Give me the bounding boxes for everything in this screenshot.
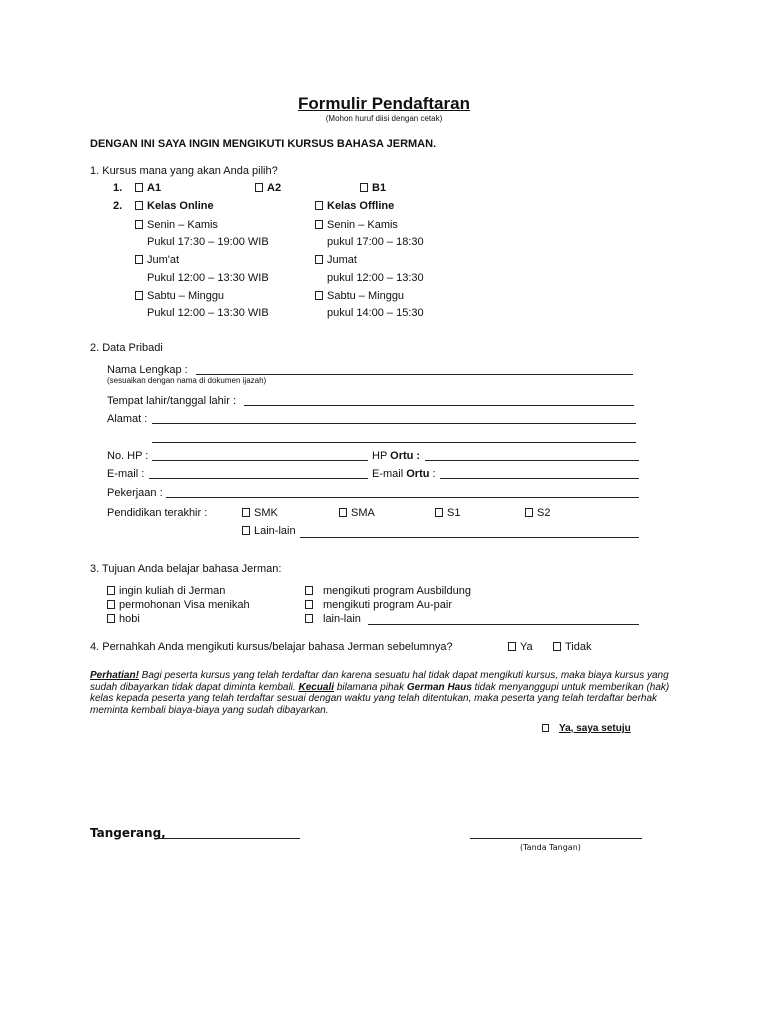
checkbox[interactable]	[360, 183, 368, 192]
notice-paragraph: Perhatian! Bagi peserta kursus yang telah terdaftar dan karena sesuatu hal tidak dapat mengikuti kursus, maka biaya kursus yang sudah dibayarkan tidak dapat diminta kembali. Kecuali bilamana pihak German Haus tidak menyanggupi untuk memberikan (hak) kelas kepada peserta yang telah terdaftar sesuai dengan waktu yang telah ditentukan, maka peserta yang telah terdaftar berhak meminta kembali biaya-biaya yang sudah dibayarkan.	[90, 670, 670, 716]
checkbox[interactable]	[305, 586, 313, 595]
education-other-field[interactable]	[300, 537, 639, 538]
offline-schedule-option[interactable]: Sabtu – Minggu	[315, 290, 404, 302]
education-option-other[interactable]: Lain-lain	[242, 525, 296, 537]
education-option-smk[interactable]: SMK	[242, 507, 278, 519]
form-title: Formulir Pendaftaran	[298, 94, 470, 113]
q4-no-option[interactable]: Tidak	[553, 641, 592, 653]
purpose-option[interactable]: mengikuti program Au-pair	[305, 599, 452, 611]
occupation-field[interactable]	[166, 497, 639, 498]
full-name-hint: (sesuaikan dengan nama di dokumen ijazah)	[107, 376, 267, 385]
notice-lead: Perhatian!	[90, 670, 139, 681]
checkbox[interactable]	[255, 183, 263, 192]
offline-schedule-option[interactable]: Jumat	[315, 254, 357, 266]
signature-field[interactable]	[470, 838, 642, 839]
checkbox[interactable]	[135, 291, 143, 300]
purpose-option[interactable]: mengikuti program Ausbildung	[305, 585, 471, 597]
address-field[interactable]	[152, 423, 636, 424]
education-option-s2[interactable]: S2	[525, 507, 550, 519]
q4-label: 4. Pernahkah Anda mengikuti kursus/belajar bahasa Jerman sebelumnya?	[90, 641, 453, 653]
parent-phone-field[interactable]	[425, 460, 639, 461]
checkbox[interactable]	[508, 642, 516, 651]
checkbox[interactable]	[435, 508, 443, 517]
checkbox[interactable]	[135, 183, 143, 192]
q1-label: 1. Kursus mana yang akan Anda pilih?	[90, 165, 278, 177]
checkbox[interactable]	[553, 642, 561, 651]
checkbox[interactable]	[315, 255, 323, 264]
place-label: Tangerang,	[90, 826, 166, 840]
online-class-option[interactable]: Kelas Online	[135, 200, 214, 212]
online-schedule-option[interactable]: Senin – Kamis	[135, 219, 218, 231]
purpose-other-field[interactable]	[368, 624, 639, 625]
phone-label: No. HP :	[107, 450, 149, 462]
parent-phone-label: HP Ortu :	[372, 450, 421, 462]
checkbox[interactable]	[107, 614, 115, 623]
signature-label: (Tanda Tangan)	[520, 843, 581, 852]
checkbox[interactable]	[542, 724, 549, 732]
checkbox[interactable]	[305, 614, 313, 623]
address-field-line2[interactable]	[152, 442, 636, 443]
checkbox[interactable]	[305, 600, 313, 609]
birth-label: Tempat lahir/tanggal lahir :	[107, 395, 237, 407]
q1-row2-number: 2.	[113, 200, 123, 212]
checkbox[interactable]	[107, 586, 115, 595]
offline-schedule-time: pukul 17:00 – 18:30	[327, 236, 424, 248]
online-schedule-time: Pukul 17:30 – 19:00 WIB	[147, 236, 269, 248]
level-a2-option[interactable]: A2	[255, 182, 281, 194]
education-label: Pendidikan terakhir :	[107, 507, 208, 519]
full-name-label: Nama Lengkap :	[107, 364, 188, 376]
parent-email-label: E-mail Ortu :	[372, 468, 436, 480]
form-subtitle: (Mohon huruf diisi dengan cetak)	[325, 114, 443, 123]
parent-email-field[interactable]	[440, 478, 639, 479]
checkbox[interactable]	[107, 600, 115, 609]
email-field[interactable]	[149, 478, 368, 479]
education-option-sma[interactable]: SMA	[339, 507, 375, 519]
online-schedule-option[interactable]: Jum'at	[135, 254, 179, 266]
full-name-field[interactable]	[196, 374, 633, 375]
online-schedule-time: Pukul 12:00 – 13:30 WIB	[147, 307, 269, 319]
education-option-s1[interactable]: S1	[435, 507, 460, 519]
purpose-option[interactable]: permohonan Visa menikah	[107, 599, 250, 611]
checkbox[interactable]	[315, 291, 323, 300]
occupation-label: Pekerjaan :	[107, 487, 163, 499]
checkbox[interactable]	[135, 255, 143, 264]
checkbox[interactable]	[315, 201, 323, 210]
checkbox[interactable]	[242, 508, 250, 517]
online-schedule-option[interactable]: Sabtu – Minggu	[135, 290, 224, 302]
q3-label: 3. Tujuan Anda belajar bahasa Jerman:	[90, 563, 282, 575]
checkbox[interactable]	[135, 220, 143, 229]
offline-class-option[interactable]: Kelas Offline	[315, 200, 394, 212]
purpose-option[interactable]: lain-lain	[305, 613, 361, 625]
phone-field[interactable]	[152, 460, 368, 461]
offline-schedule-time: pukul 12:00 – 13:30	[327, 272, 424, 284]
q1-row1-number: 1.	[113, 182, 123, 194]
offline-schedule-option[interactable]: Senin – Kamis	[315, 219, 398, 231]
checkbox[interactable]	[135, 201, 143, 210]
agree-option[interactable]: Ya, saya setuju	[542, 723, 631, 734]
birth-field[interactable]	[244, 405, 634, 406]
brand-name: German Haus	[406, 681, 472, 693]
notice-exception: Kecuali	[298, 681, 335, 693]
purpose-option[interactable]: ingin kuliah di Jerman	[107, 585, 225, 597]
date-field[interactable]	[158, 838, 300, 839]
form-heading: DENGAN INI SAYA INGIN MENGIKUTI KURSUS BAHASA JERMAN.	[90, 138, 437, 150]
email-label: E-mail :	[107, 468, 145, 480]
q2-label: 2. Data Pribadi	[90, 342, 163, 354]
checkbox[interactable]	[525, 508, 533, 517]
address-label: Alamat :	[107, 413, 148, 425]
checkbox[interactable]	[315, 220, 323, 229]
level-a1-option[interactable]: A1	[135, 182, 161, 194]
level-b1-option[interactable]: B1	[360, 182, 386, 194]
offline-schedule-time: pukul 14:00 – 15:30	[327, 307, 424, 319]
checkbox[interactable]	[339, 508, 347, 517]
online-schedule-time: Pukul 12:00 – 13:30 WIB	[147, 272, 269, 284]
q4-yes-option[interactable]: Ya	[508, 641, 533, 653]
checkbox[interactable]	[242, 526, 250, 535]
purpose-option[interactable]: hobi	[107, 613, 140, 625]
